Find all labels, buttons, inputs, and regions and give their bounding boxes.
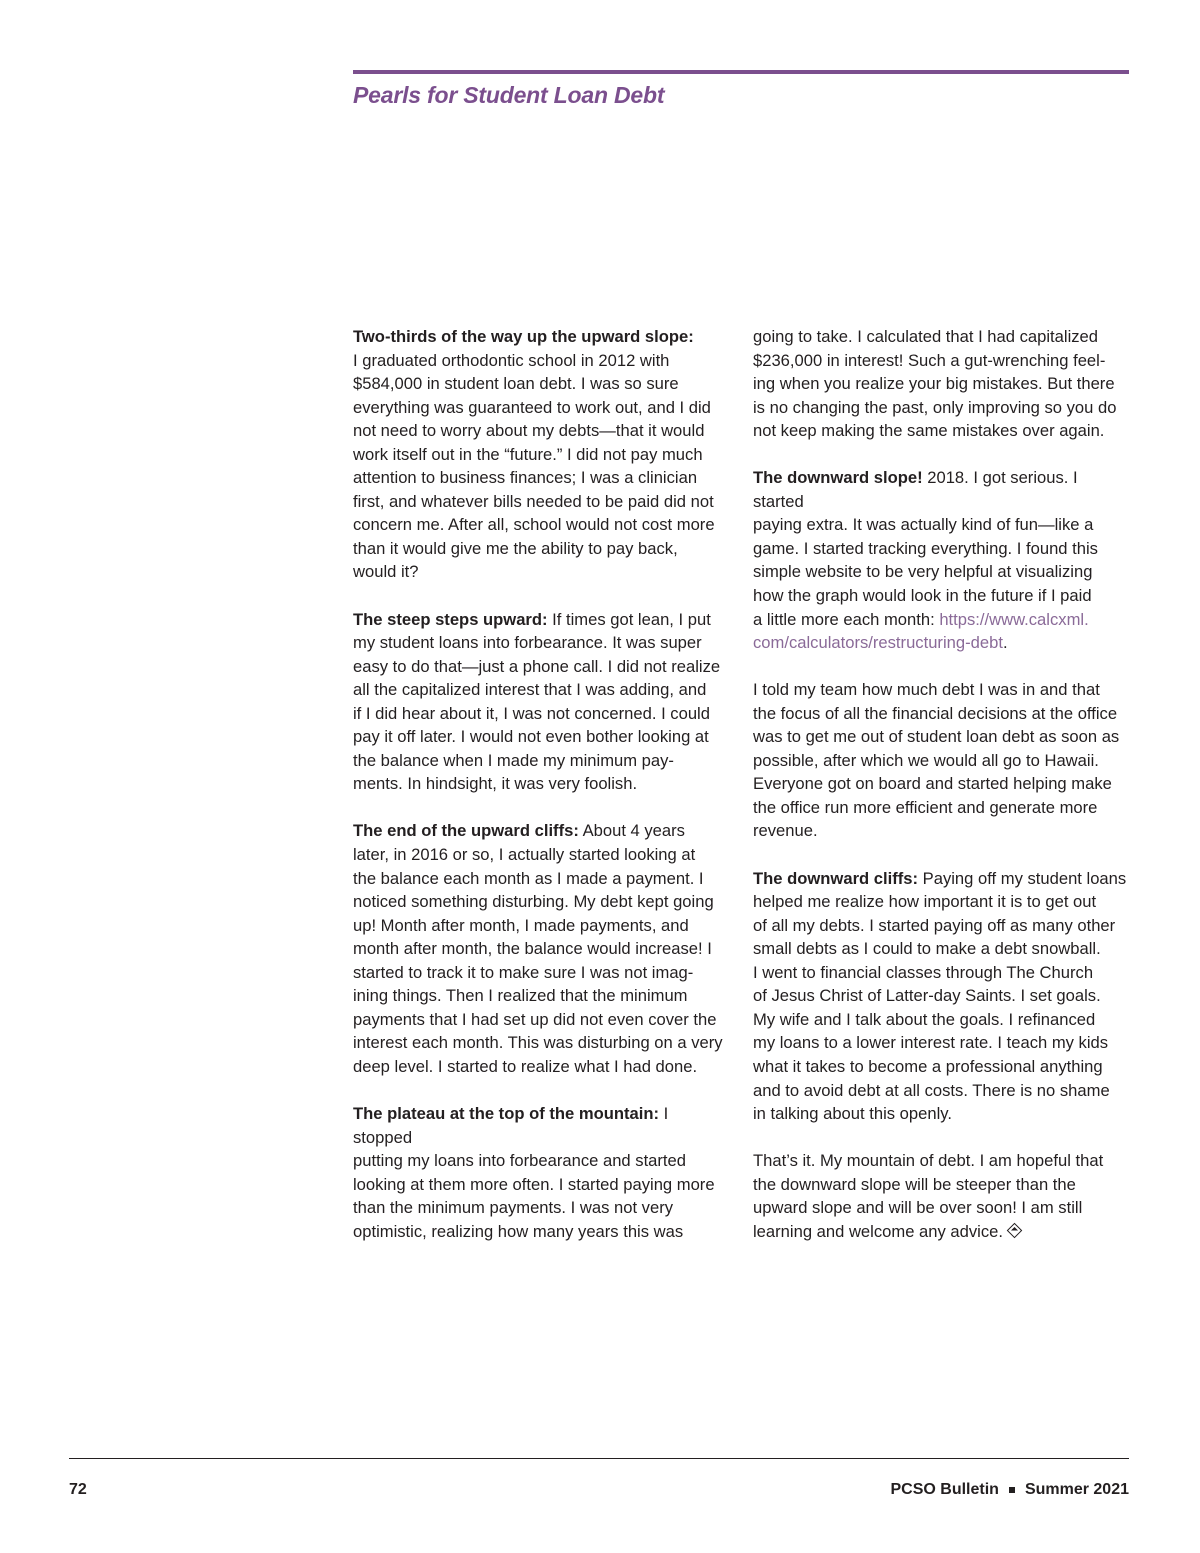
paragraph-heading: The plateau at the top of the mountain: (353, 1104, 660, 1124)
paragraph-text: I graduated orthodontic school in 2012 with $584,000 in student loan debt. I was so sure everything was guaranteed to work out, and I did not need to worry about my debts—that it would work itself out in the “future.” I did not pay much attention to business finances; I was a clinician first, and whatever bills needed to be paid did not concern me. After all, school would not cost more than it would give me the ability to pay back, would it? (353, 350, 715, 582)
page-number: 72 (69, 1481, 87, 1498)
paragraph-heading: The end of the upward cliffs: (353, 821, 579, 841)
paragraph-heading: Two-thirds of the way up the upward slope: (353, 327, 694, 346)
paragraph-heading: The downward cliffs: (753, 868, 919, 888)
paragraph-plateau (353, 1102, 731, 1243)
section-title: Pearls for Student Loan Debt (353, 82, 665, 108)
footer-publication (890, 1481, 1129, 1499)
end-of-article-icon (1007, 1223, 1023, 1239)
publication-name: PCSO Bulletin (890, 1481, 999, 1498)
paragraph-upward-cliffs (353, 819, 731, 1078)
paragraph-text: I told my team how much debt I was in and that the focus of all the financial decisions at the office was to get me out of student loan debt as soon as possible, after which we would all go to Hawaii. Everyone got on board and started helping make the office run more efficient and generate more revenue. (753, 680, 1120, 841)
paragraph-text: going to take. I calculated that I had capitalized $236,000 in interest! Such a gut-wrenching feel- ing when you realize your big mistakes. But there is no changing the past, only improving so you do not keep making the same mistakes over again. (753, 327, 1117, 441)
paragraph-downward-slope (753, 466, 1131, 654)
paragraph-steep-steps (353, 608, 731, 796)
paragraph-downward-cliffs (753, 867, 1131, 1126)
paragraph-text: 2018. I got serious. I started paying extra. It was actually kind of fun—like a game. I started tracking everything. I found this simple website to be very helpful at visualizing how the graph would look in the future if I paid a little more each month: (753, 468, 1098, 629)
issue-date: Summer 2021 (1024, 1481, 1129, 1498)
paragraph-text: . (1002, 633, 1008, 653)
footer-rule (69, 1458, 1129, 1459)
paragraph-text: I stopped putting my loans into forbearance and started looking at them more often. I started paying more than the minimum payments. I was not very optimistic, realizing how many years this was (353, 1104, 715, 1241)
paragraph-upward-slope (353, 325, 731, 584)
article-column-right (753, 325, 1131, 1267)
paragraph-team (753, 678, 1131, 843)
paragraph-text: If times got lean, I put my student loans into forbearance. It was super easy to do that—just a phone call. I did not realize all the capitalized interest that I was adding, and if I did hear about it, I was not concerned. I could pay it off later. I would not even bother looking at the balance when I made my minimum pay- ments. In hindsight, it was very foolish. (353, 609, 721, 794)
article-column-left (353, 325, 731, 1267)
calculator-link[interactable]: https://www.calcxml. com/calculators/restructuring-debt (753, 609, 1089, 653)
header-rule (353, 70, 1129, 74)
paragraph-heading: The steep steps upward: (353, 609, 548, 629)
paragraph-text: Paying off my student loans helped me realize how important it is to get out of all my debts. I started paying off as many other small debts as I could to make a debt snowball. I went to financial classes through The Church of Jesus Christ of Latter-day Saints. I set goals. My wife and I talk about the goals. I refinanced my loans to a lower interest rate. I teach my kids what it takes to become a professional anything and to avoid debt at all costs. There is no shame in talking about this openly. (753, 868, 1127, 1124)
paragraph-conclusion (753, 1149, 1131, 1243)
paragraph-continuation (753, 325, 1131, 443)
paragraph-text: That’s it. My mountain of debt. I am hopeful that the downward slope will be steeper than the upward slope and will be over soon! I am still learning and welcome any advice. (753, 1151, 1104, 1241)
paragraph-text: About 4 years later, in 2016 or so, I actually started looking at the balance each month as I made a payment. I noticed something disturbing. My debt kept going up! Month after month, I made payments, and month after month, the balance would increase! I started to track it to make sure I was not imag- ining things. Then I realized that the minimum payments that I had set up did not even cover the interest each month. This was disturbing on a very deep level. I started to realize what I had done. (353, 821, 723, 1076)
paragraph-heading: The downward slope! (753, 468, 923, 488)
separator-icon (1009, 1487, 1015, 1493)
